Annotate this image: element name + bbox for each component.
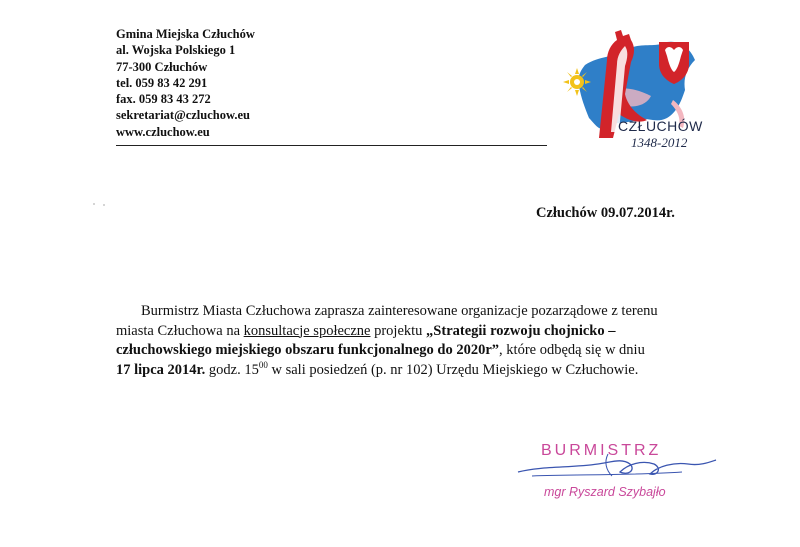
- logo-anniversary-years: 1348-2012: [631, 135, 688, 150]
- invitation-body: [116, 302, 716, 380]
- handwritten-signature: [512, 446, 722, 486]
- body-line-1: Burmistrz Miasta Człuchowa zaprasza zainteresowane organizacje pozarządowe z terenu: [141, 303, 658, 319]
- meeting-location: w sali posiedzeń (p. nr 102) Urzędu Miejskiego w Człuchowie.: [267, 361, 639, 378]
- sender-email: sekretariat@czluchow.eu: [116, 108, 250, 123]
- signature-stamp-title: BURMISTRZ: [541, 442, 662, 459]
- scan-speck: [103, 204, 105, 206]
- sender-street: al. Wojska Polskiego 1: [116, 43, 236, 58]
- body-text-segment: , które odbędą się w dniu: [499, 342, 645, 358]
- header-divider: [116, 145, 547, 146]
- body-line-3: [116, 341, 716, 361]
- body-line-4: [116, 361, 716, 381]
- logo-city-name: CZŁUCHÓW: [618, 118, 703, 134]
- body-text-segment: projektu: [370, 322, 427, 339]
- signatory-name: mgr Ryszard Szybajło: [544, 485, 666, 499]
- meeting-time-minutes: 00: [258, 359, 268, 370]
- sender-address-block: [116, 26, 255, 140]
- body-line-2: [116, 322, 716, 342]
- strategy-title-part-2: człuchowskiego miejskiego obszaru funkcjonalnego do 2020r”: [116, 342, 500, 358]
- sender-website: www.czluchow.eu: [116, 124, 210, 139]
- body-text-segment: miasta Człuchowa na: [116, 322, 244, 339]
- letter-date: Człuchów 09.07.2014r.: [536, 205, 675, 221]
- sun-icon: [563, 68, 591, 96]
- sender-postcode-city: 77-300 Człuchów: [116, 59, 208, 74]
- sender-name: Gmina Miejska Człuchów: [116, 27, 255, 41]
- meeting-date: 17 lipca 2014r.: [116, 361, 206, 378]
- meeting-time: godz. 15: [205, 361, 259, 378]
- sender-fax: fax. 059 83 43 272: [116, 92, 211, 107]
- scan-speck: [93, 203, 95, 205]
- sender-phone: tel. 059 83 42 291: [116, 75, 208, 90]
- strategy-title-part-1: „Strategii rozwoju chojnicko –: [426, 322, 616, 339]
- consultation-underlined-text: konsultacje społeczne: [243, 322, 371, 339]
